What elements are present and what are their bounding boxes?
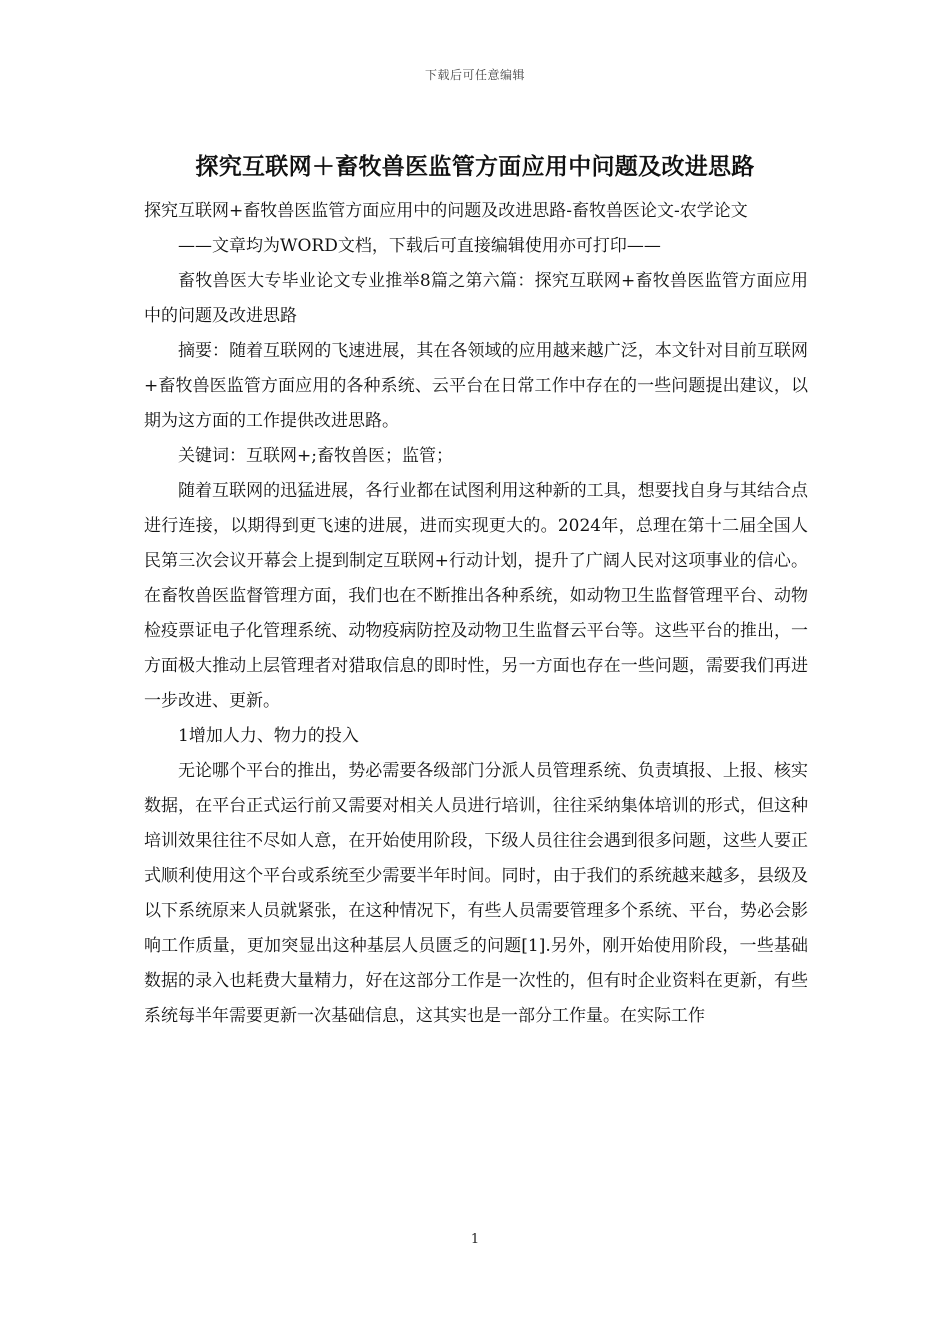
document-subtitle: 探究互联网+畜牧兽医监管方面应用中的问题及改进思路-畜牧兽医论文-农学论文 [144, 201, 748, 221]
section-heading-1: 1增加人力、物力的投入 [178, 726, 359, 746]
document-body [144, 194, 808, 1034]
document-title: 探究互联网＋畜牧兽医监管方面应用中问题及改进思路 [195, 153, 755, 180]
abstract-paragraph: 摘要：随着互联网的飞速进展，其在各领域的应用越来越广泛，本文针对目前互联网+畜牧兽医监管方面应用的各种系统、云平台在日常工作中存在的一些问题提出建议，以期为这方面的工作提供改进思路。 [144, 341, 808, 431]
page-header-note: 下载后可任意编辑 [424, 68, 525, 82]
document-notice: ——文章均为WORD文档，下载后可直接编辑使用亦可打印—— [178, 236, 661, 256]
body-paragraph-1: 随着互联网的迅猛进展，各行业都在试图利用这种新的工具，想要找自身与其结合点进行连接，以期得到更飞速的进展，进而实现更大的。2024年，总理在第十二届全国人民第三次会议开幕会上提到制定互联网+行动计划，提升了广阔人民对这项事业的信心。在畜牧兽医监督管理方面，我们也在不断推出各种系统，如动物卫生监督管理平台、动物检疫票证电子化管理系统、动物疫病防控及动物卫生监督云平台等。这些平台的推出，一方面极大推动上层管理者对猎取信息的即时性，另一方面也存在一些问题，需要我们再进一步改进、更新。 [144, 481, 808, 711]
body-paragraph-2: 无论哪个平台的推出，势必需要各级部门分派人员管理系统、负责填报、上报、核实数据，在平台正式运行前又需要对相关人员进行培训，往往采纳集体培训的形式，但这种培训效果往往不尽如人意，在开始使用阶段，下级人员往往会遇到很多问题，这些人要正式顺利使用这个平台或系统至少需要半年时间。同时，由于我们的系统越来越多，县级及以下系统原来人员就紧张，在这种情况下，有些人员需要管理多个系统、平台，势必会影响工作质量，更加突显出这种基层人员匮乏的问题[1].另外，刚开始使用阶段，一些基础数据的录入也耗费大量精力，好在这部分工作是一次性的，但有时企业资料在更新，有些系统每半年需要更新一次基础信息，这其实也是一部分工作量。在实际工作 [144, 761, 808, 1026]
intro-paragraph: 畜牧兽医大专毕业论文专业推举8篇之第六篇：探究互联网+畜牧兽医监管方面应用中的问题及改进思路 [144, 271, 808, 326]
keywords-line: 关键词：互联网+;畜牧兽医；监管； [178, 446, 453, 466]
page-number: 1 [470, 1232, 480, 1247]
